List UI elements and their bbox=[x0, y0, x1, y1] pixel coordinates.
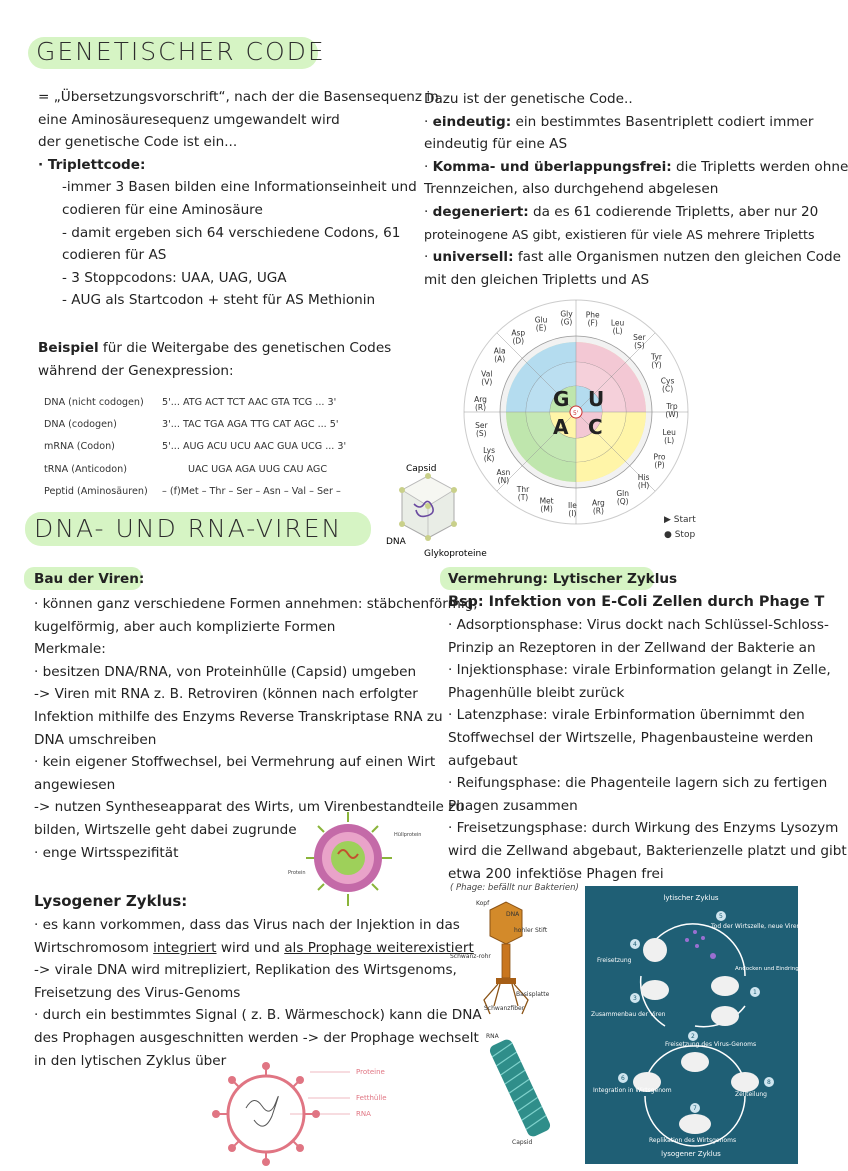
amino-acid-label: Ser (S) bbox=[475, 421, 488, 438]
text-line: · Komma- und überlappungsfrei: die Tripletts werden ohne bbox=[424, 158, 848, 175]
amino-acid-label: Ser (S) bbox=[633, 332, 646, 350]
text-line: · Injektionsphase: virale Erbinformation gelangt in Zelle, bbox=[448, 662, 831, 679]
text-line: mit den gleichen Tripletts und AS bbox=[424, 271, 650, 288]
text-line: in den lytischen Zyklus über bbox=[34, 1052, 227, 1069]
cycle-number: 4 bbox=[633, 941, 637, 948]
amino-acid-label: Val (V) bbox=[481, 369, 493, 387]
text-line: · besitzen DNA/RNA, von Proteinhülle (Capsid) umgeben bbox=[34, 663, 417, 680]
phage-label: Basisplatte bbox=[516, 991, 550, 998]
virus-label: RNA bbox=[356, 1110, 371, 1118]
text-line: Phagenhülle bleibt zurück bbox=[448, 684, 625, 701]
cycle-number: 5 bbox=[719, 913, 723, 920]
row-label: mRNA (Codon) bbox=[44, 441, 115, 453]
text-line: · Reifungsphase: die Phagenteile lagern sich zu fertigen bbox=[448, 775, 828, 792]
retrovirus-illustration bbox=[286, 808, 426, 914]
text-line: Infektion mithilfe des Enzyms Reverse Transkriptase RNA zu bbox=[34, 708, 443, 725]
cycle-number: 1 bbox=[753, 989, 757, 996]
text-line: bilden, Wirtszelle geht dabei zugrunde bbox=[34, 821, 297, 838]
text-line: Beispiel für die Weitergabe des genetischen Codes bbox=[38, 340, 392, 356]
lytisch-title: Vermehrung: Lytischer Zyklus bbox=[448, 571, 678, 587]
row-label: DNA (nicht codogen) bbox=[44, 396, 144, 408]
section-title-viruses: DNA- UND RNA-VIREN bbox=[34, 514, 343, 543]
text-line: = „Übersetzungsvorschrift“, nach der die Basensequenz in bbox=[38, 89, 439, 105]
text-line: während der Genexpression: bbox=[38, 362, 234, 379]
cycle-bottom-title: lysogener Zyklus bbox=[661, 1150, 721, 1158]
cycle-label: Zusammenbau der Viren bbox=[591, 1011, 666, 1018]
text-line: proteinogene AS gibt, existieren für viele AS mehrere Tripletts bbox=[424, 226, 815, 242]
lytisch-text bbox=[448, 614, 847, 885]
table-row bbox=[40, 436, 350, 458]
gene-expression-table bbox=[40, 391, 350, 503]
phage-note: ( Phage: befällt nur Bakterien) bbox=[450, 883, 579, 893]
text-line: codieren für eine Aminosäure bbox=[62, 201, 263, 218]
cycle-number: 2 bbox=[691, 1033, 695, 1040]
text-line: kugelförmig, aber auch komplizierte Formen bbox=[34, 618, 336, 635]
text-line: etwa 200 infektiöse Phagen frei bbox=[448, 865, 664, 882]
cycle-label: Zellteilung bbox=[735, 1091, 767, 1098]
phage-label: Schwanz-rohr bbox=[450, 953, 491, 960]
amino-acid-label: Met (M) bbox=[539, 496, 554, 514]
amino-acid-label: Ala (A) bbox=[493, 346, 506, 364]
cycle-label: Tod der Wirtszelle, neue Viren bbox=[711, 923, 801, 930]
wheel-center: 5' bbox=[573, 410, 579, 417]
amino-acid-label: Lys (K) bbox=[483, 445, 496, 463]
text-line: Wirtschromosom integriert wird und als Prophage weiterexistiert bbox=[34, 939, 474, 956]
amino-acid-label: Thr (T) bbox=[516, 485, 530, 503]
rod-label: RNA bbox=[486, 1033, 499, 1040]
text-line: des Prophagen ausgeschnitten werden -> der Prophage wechselt bbox=[34, 1029, 479, 1046]
text-line: · Latenzphase: virale Erbinformation übernimmt den bbox=[448, 707, 805, 724]
cycle-number: 8 bbox=[767, 1079, 771, 1086]
text-line: codieren für AS bbox=[62, 247, 167, 264]
table-row bbox=[40, 413, 350, 435]
svg-text:Protein: Protein bbox=[288, 870, 306, 876]
text-line: · Triplettcode: bbox=[38, 156, 146, 173]
cycle-label: Andocken und Eindringen des Virus bbox=[735, 966, 833, 972]
text-line: -> nutzen Syntheseapparat des Wirts, um Virenbestandteile zu bbox=[34, 799, 464, 816]
phage-label: hohler Stift bbox=[514, 927, 548, 934]
text-line: -> virale DNA wird mitrepliziert, Replikation des Wirtsgenoms, bbox=[34, 962, 457, 979]
table-row bbox=[40, 391, 350, 413]
legend-stop: ● Stop bbox=[664, 530, 696, 540]
text-line: · durch ein bestimmtes Signal ( z. B. Wärmeschock) kann die DNA bbox=[34, 1007, 482, 1024]
virus-label: Proteine bbox=[356, 1068, 385, 1076]
table-row bbox=[40, 481, 350, 503]
lytisch-subtitle: Bsp: Infektion von E-Coli Zellen durch Phage T bbox=[448, 594, 825, 610]
phage-label: Schwanzfiber bbox=[484, 1005, 525, 1012]
text-line: Merkmale: bbox=[34, 641, 106, 658]
text-line: Phagen zusammen bbox=[448, 797, 578, 814]
virus-cycle-diagram bbox=[585, 886, 833, 1164]
cycle-label: Replikation des Wirtsgenoms bbox=[649, 1137, 737, 1144]
text-line: Prinzip an Rezeptoren in der Zellwand der Bakterie an bbox=[448, 639, 816, 656]
text-line: angewiesen bbox=[34, 776, 116, 793]
cycle-number: 3 bbox=[633, 995, 637, 1002]
inner-base: U bbox=[588, 387, 605, 411]
rod-label: Capsid bbox=[512, 1139, 533, 1146]
text-line: der genetische Code ist ein... bbox=[38, 134, 238, 151]
text-line: -> Viren mit RNA z. B. Retroviren (können nach erfolgter bbox=[34, 686, 418, 703]
t-phage-illustration bbox=[450, 896, 560, 1018]
text-line: -immer 3 Basen bilden eine Informationseinheit und bbox=[62, 179, 417, 196]
amino-acid-label: Leu (L) bbox=[662, 428, 676, 446]
amino-acid-label: Phe (F) bbox=[585, 310, 600, 328]
cycle-number: 6 bbox=[621, 1075, 625, 1082]
amino-acid-label: His (H) bbox=[637, 473, 650, 491]
virus-label: Fetthülle bbox=[356, 1094, 387, 1102]
text-line: · Freisetzungsphase: durch Wirkung des Enzyms Lysozym bbox=[448, 820, 839, 837]
cycle-label: Integration in Wirtsgenom bbox=[593, 1087, 672, 1094]
text-line: eine Aminosäuresequenz umgewandelt wird bbox=[38, 111, 340, 128]
text-line: · Adsorptionsphase: Virus dockt nach Schlüssel-Schloss- bbox=[448, 617, 829, 633]
text-line: wird die Zellwand abgebaut, Bakterienzelle platzt und gibt bbox=[448, 842, 847, 859]
amino-acid-label: Gln (Q) bbox=[616, 488, 630, 506]
text-line: · kein eigener Stoffwechsel, bei Vermehrung auf einen Wirt bbox=[34, 754, 436, 771]
row-label: DNA (codogen) bbox=[44, 419, 117, 431]
text-line: Stoffwechsel der Wirtszelle, Phagenbausteine werden bbox=[448, 729, 814, 746]
cycle-label: Freisetzung des Virus-Genoms bbox=[665, 1041, 757, 1048]
genetic-code-definition bbox=[38, 86, 439, 312]
beispiel-text bbox=[38, 337, 391, 382]
amino-acid-label: Glu (E) bbox=[534, 315, 548, 333]
codon-wheel bbox=[455, 296, 697, 536]
phage-label: Kopf bbox=[476, 900, 490, 907]
text-line: - AUG als Startcodon + steht für AS Methionin bbox=[62, 292, 376, 309]
lysogen-text bbox=[34, 914, 482, 1072]
text-line: Trennzeichen, also durchgehend abgelesen bbox=[424, 181, 719, 198]
legend-start: ▶ Start bbox=[664, 515, 696, 525]
text-line: · es kann vorkommen, dass das Virus nach der Injektion in das bbox=[34, 917, 460, 933]
inner-base: A bbox=[553, 415, 569, 439]
capsid-label: Capsid bbox=[406, 464, 437, 474]
amino-acid-label: Gly (G) bbox=[560, 309, 573, 327]
text-line: · degeneriert: da es 61 codierende Tripletts, aber nur 20 bbox=[424, 203, 819, 220]
text-line: · eindeutig: ein bestimmtes Basentriplett codiert immer bbox=[424, 113, 814, 130]
cycle-number: 7 bbox=[693, 1105, 697, 1112]
text-line: - damit ergeben sich 64 verschiedene Codons, 61 bbox=[62, 224, 401, 241]
phage-label: DNA bbox=[506, 911, 520, 918]
row-sequence: UAC UGA AGA UUG CAU AGC bbox=[188, 463, 328, 475]
bau-title: Bau der Viren: bbox=[34, 571, 145, 587]
amino-acid-label: Leu (L) bbox=[610, 318, 625, 336]
text-line: · enge Wirtsspezifität bbox=[34, 844, 179, 861]
amino-acid-label: Cys (C) bbox=[660, 376, 675, 394]
text-line: · universell: fast alle Organismen nutzen den gleichen Code bbox=[424, 249, 841, 266]
amino-acid-label: Asn (N) bbox=[496, 467, 511, 485]
cycle-label: Freisetzung bbox=[597, 957, 632, 964]
lysogen-title: Lysogener Zyklus: bbox=[34, 892, 188, 910]
table-row bbox=[40, 458, 350, 480]
text-line: Dazu ist der genetische Code.. bbox=[424, 91, 633, 107]
text-line: · können ganz verschiedene Formen annehmen: stäbchenförmig, bbox=[34, 596, 478, 612]
amino-acid-label: Ile (I) bbox=[567, 500, 577, 518]
glykoprotein-label: Glykoproteine bbox=[424, 549, 487, 559]
rod-virus-illustration bbox=[478, 1028, 562, 1146]
text-line: DNA umschreiben bbox=[34, 731, 157, 748]
row-sequence: 5'... ATG ACT TCT AAC GTA TCG ... 3' bbox=[162, 396, 337, 408]
inner-base: C bbox=[588, 415, 603, 439]
row-label: Peptid (Aminosäuren) bbox=[44, 486, 148, 498]
text-line: - 3 Stoppcodons: UAA, UAG, UGA bbox=[62, 269, 287, 286]
amino-acid-label: Tyr (Y) bbox=[651, 352, 662, 370]
genetic-code-properties bbox=[424, 88, 848, 291]
row-sequence: – (f)Met – Thr – Ser – Asn – Val – Ser – bbox=[162, 486, 341, 498]
page-title: GENETISCHER CODE bbox=[36, 37, 326, 66]
amino-acid-label: Asp (D) bbox=[511, 328, 526, 346]
amino-acid-label: Trp (W) bbox=[665, 402, 679, 420]
amino-acid-label: Pro (P) bbox=[653, 452, 666, 470]
text-line: eindeutig für eine AS bbox=[424, 136, 568, 153]
text-line: Freisetzung des Virus-Genoms bbox=[34, 984, 241, 1001]
rna-virus-illustration bbox=[210, 1060, 400, 1168]
row-label: tRNA (Anticodon) bbox=[44, 463, 127, 475]
amino-acid-label: Arg (R) bbox=[591, 498, 605, 516]
text-line: aufgebaut bbox=[448, 752, 518, 769]
dna-label: DNA bbox=[386, 537, 406, 547]
cycle-top-title: lytischer Zyklus bbox=[663, 894, 719, 902]
amino-acid-label: Arg (R) bbox=[474, 394, 487, 412]
svg-text:Hüllprotein: Hüllprotein bbox=[394, 832, 422, 838]
row-sequence: 3'... TAC TGA AGA TTG CAT AGC ... 5' bbox=[162, 419, 339, 431]
inner-base: G bbox=[553, 387, 570, 411]
row-sequence: 5'... AUG ACU UCU AAC GUA UCG ... 3' bbox=[162, 441, 347, 453]
